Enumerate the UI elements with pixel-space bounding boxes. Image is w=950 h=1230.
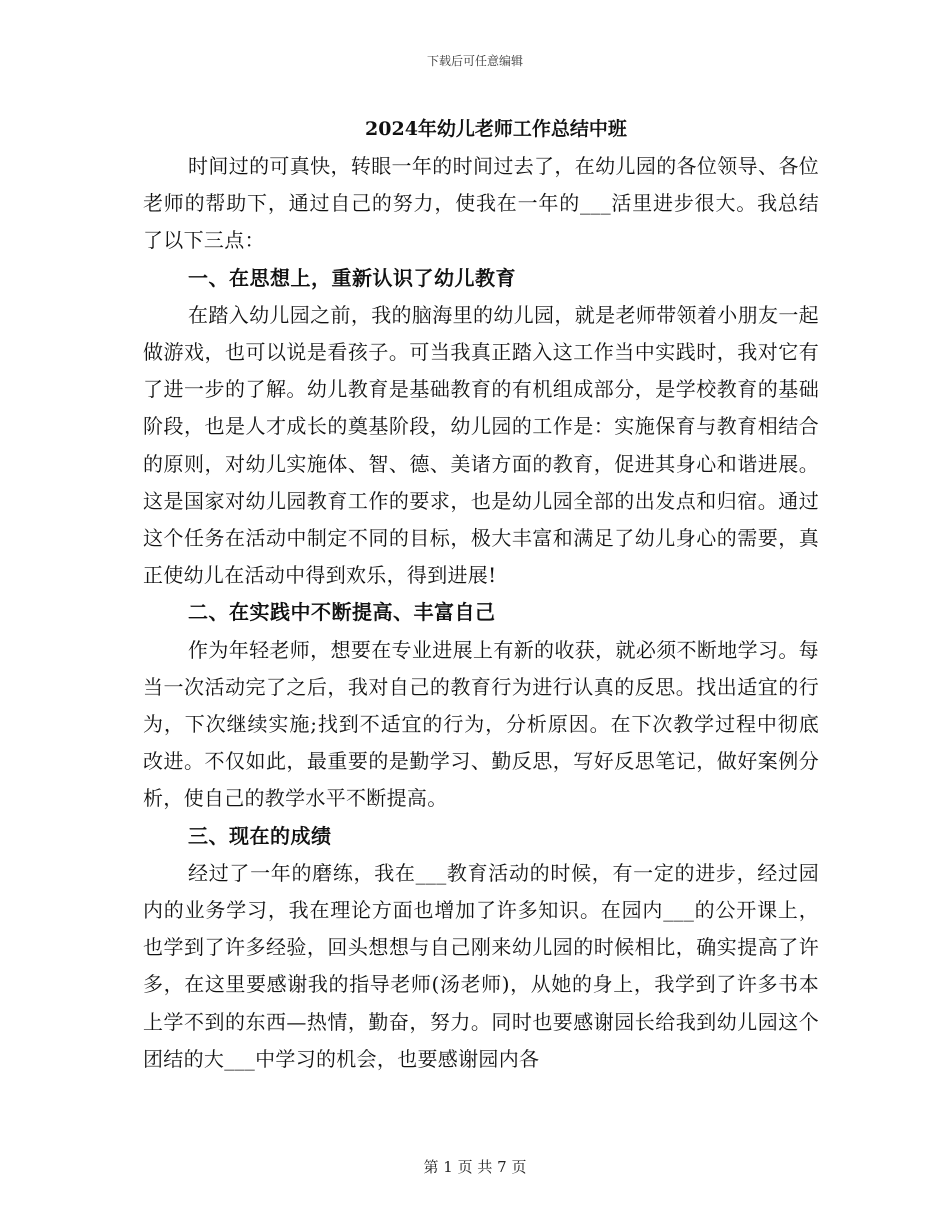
section-heading-3: 三、现在的成绩	[188, 823, 332, 848]
page-header-note: 下载后可任意编辑	[426, 54, 523, 68]
section-body-1: 在踏入幼儿园之前，我的脑海里的幼儿园，就是老师带领着小朋友一起做游戏，也可以说是看孩子。可当我真正踏入这工作当中实践时，我对它有了进一步的了解。幼儿教育是基础教育的有机组成部分，是学校教育的基础阶段，也是人才成长的奠基阶段，幼儿园的工作是：实施保育与教育相结合的原则，对幼儿实施体、智、德、美诸方面的教育，促进其身心和谐进展。这是国家对幼儿园教育工作的要求，也是幼儿园全部的出发点和归宿。通过这个任务在活动中制定不同的目标，极大丰富和满足了幼儿身心的需要，真正使幼儿在活动中得到欢乐，得到进展!	[143, 302, 819, 588]
section-heading-2: 二、在实践中不断提高、丰富自己	[188, 600, 496, 625]
section-body-2: 作为年轻老师，想要在专业进展上有新的收获，就必须不断地学习。每当一次活动完了之后，我对自己的教育行为进行认真的反思。找出适宜的行为，下次继续实施;找到不适宜的行为，分析原因。在下次教学过程中彻底改进。不仅如此，最重要的是勤学习、勤反思，写好反思笔记，做好案例分析，使自己的教学水平不断提高。	[143, 637, 819, 811]
section-heading-1: 一、在思想上，重新认识了幼儿教育	[188, 265, 516, 290]
document-title: 2024年幼儿老师工作总结中班	[365, 118, 627, 140]
document-body	[143, 110, 819, 1078]
intro-paragraph: 时间过的可真快，转眼一年的时间过去了，在幼儿园的各位领导、各位老师的帮助下，通过自己的努力，使我在一年的___活里进步很大。我总结了以下三点：	[143, 154, 819, 253]
page-number: 第 1 页 共 7 页	[423, 1158, 527, 1176]
section-body-3: 经过了一年的磨练，我在___教育活动的时候，有一定的进步，经过园内的业务学习，我在理论方面也增加了许多知识。在园内___的公开课上，也学到了许多经验，回头想想与自己刚来幼儿园的时候相比，确实提高了许多，在这里要感谢我的指导老师(汤老师)，从她的身上，我学到了许多书本上学不到的东西—热情，勤奋，努力。同时也要感谢园长给我到幼儿园这个团结的大___中学习的机会，也要感谢园内各	[143, 860, 819, 1071]
